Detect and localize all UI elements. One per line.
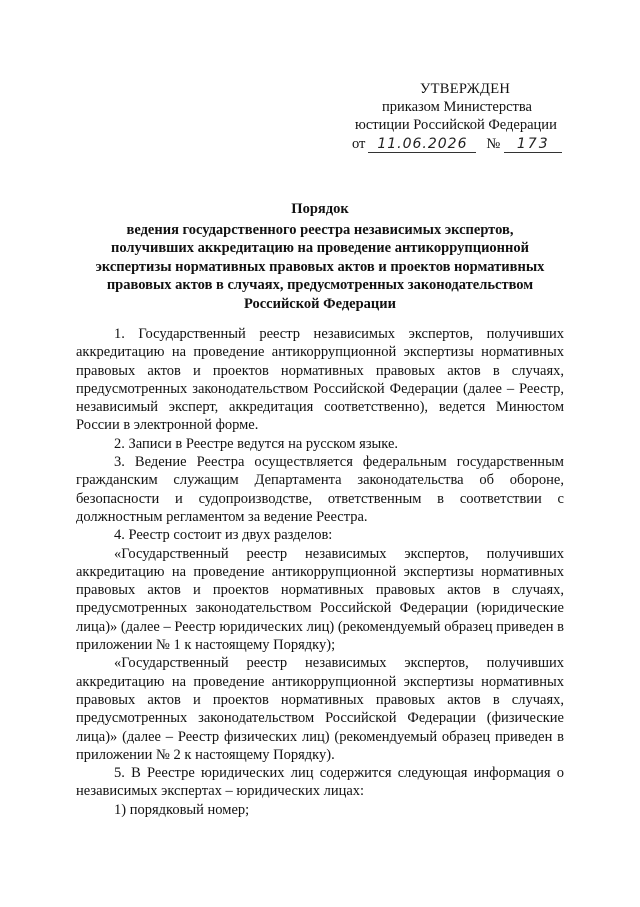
title-main: Порядок [291, 201, 349, 217]
document-title [60, 200, 580, 313]
title-line: правовых актов в случаях, предусмотренных законодательством [106, 277, 534, 293]
paragraph-5-item-1: 1) порядковый номер; [114, 801, 250, 818]
title-line: получивших аккредитацию на проведение антикоррупционной [110, 240, 529, 256]
approval-heading: УТВЕРЖДЕН [420, 81, 511, 97]
paragraph-5: 5. В Реестре юридических лиц содержится следующая информация о независимых экспертах – юридических лицах: [76, 765, 564, 800]
approval-ministry-line: юстиции Российской Федерации [355, 117, 557, 133]
handwritten-order-number: 173 [504, 136, 562, 153]
paragraph-4-individuals: «Государственный реестр независимых экспертов, получивших аккредитацию на проведение антикоррупционной экспертизы нормативных правовых актов и проектов нормативных правовых актов в случаях, предусмотренных законодательством Российской Федерации (физические лица)» (далее – Реестр физических лиц) (рекомендуемый образец приведен в приложении № 2 к настоящему Порядку). [76, 655, 564, 763]
paragraph-2: 2. Записи в Реестре ведутся на русском языке. [114, 435, 399, 452]
number-label: № [486, 136, 501, 152]
title-line: Российской Федерации [243, 295, 396, 312]
document-body [76, 325, 564, 819]
paragraph-4: 4. Реестр состоит из двух разделов: [114, 527, 333, 544]
approval-date-number-line [352, 135, 582, 153]
approval-stamp [352, 80, 582, 153]
approval-order-line: приказом Министерства [382, 99, 532, 115]
paragraph-4-legal-entities: «Государственный реестр независимых экспертов, получивших аккредитацию на проведение антикоррупционной экспертизы нормативных правовых актов и проектов нормативных правовых актов в случаях, предусмотренных законодательством Российской Федерации (юридические лица)» (далее – Реестр юридических лиц) (рекомендуемый образец приведен в приложении № 1 к настоящему Порядку); [76, 545, 564, 654]
from-label: от [352, 136, 366, 152]
title-line: экспертизы нормативных правовых актов и проектов нормативных [95, 258, 545, 275]
title-line: ведения государственного реестра независимых экспертов, [126, 221, 514, 238]
handwritten-date: 11.06.2026 [368, 136, 476, 153]
paragraph-3: 3. Ведение Реестра осуществляется федеральным государственным гражданским служащим Департамента законодательства об обороне, безопасности и судопроизводстве, ответственным в соответствии с должностным регламентом за ведение Реестра. [76, 454, 564, 525]
paragraph-1: 1. Государственный реестр независимых экспертов, получивших аккредитацию на проведение антикоррупционной экспертизы нормативных правовых актов и проектов нормативных правовых актов в случаях, предусмотренных законодательством Российской Федерации (далее – Реестр, независимый эксперт, аккредитация соответственно), ведется Минюстом России в электронной форме. [76, 326, 564, 434]
